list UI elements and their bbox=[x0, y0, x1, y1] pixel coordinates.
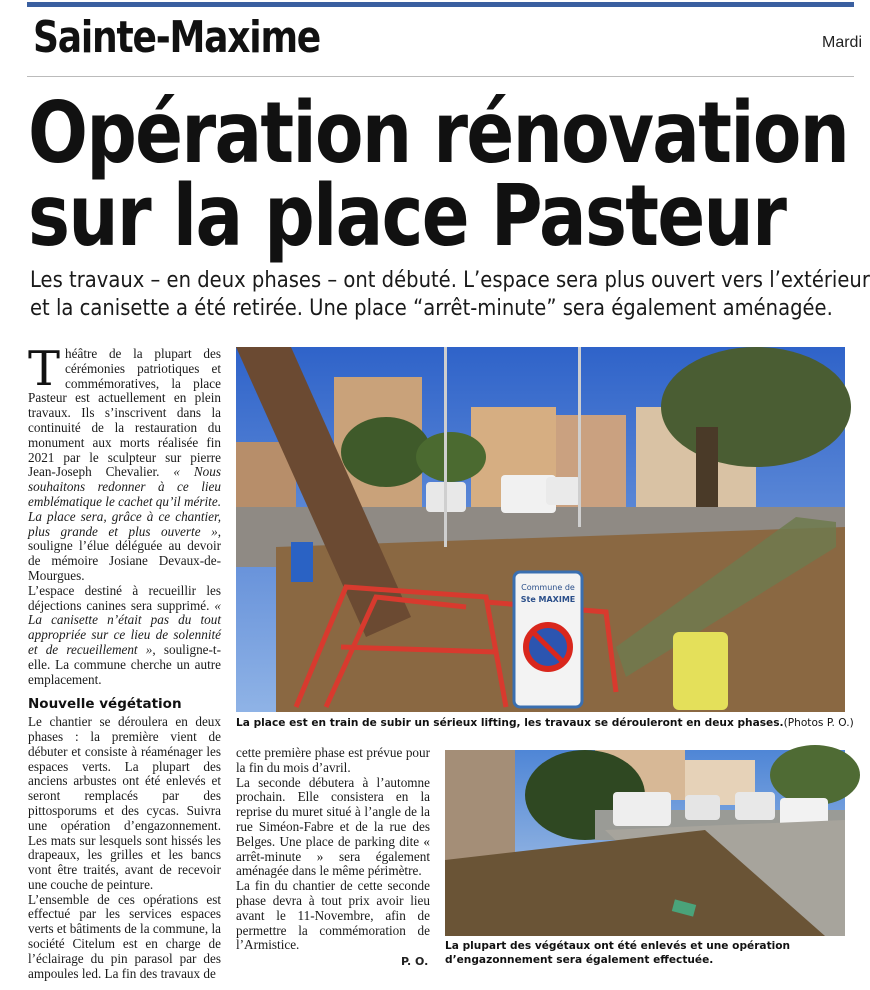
paragraph-6: La seconde débutera à l’automne prochain. Elle consistera en la reprise du muret situé à l’angle de la rue Siméon-Fabre et de la rue des Belges. Une place de parking dite « arrêt-minute » sera également aménagée dans le même périmètre. bbox=[236, 774, 430, 879]
photo-2-illustration bbox=[445, 750, 845, 936]
header-rule bbox=[27, 76, 854, 77]
paragraph-1-end: , souligne l’élue déléguée au devoir de mémoire Josiane Devaux-de-Mourgues. bbox=[28, 523, 221, 583]
paragraph-5: cette première phase est prévue pour la fin du mois d’avril. bbox=[236, 745, 430, 775]
paragraph-3: Le chantier se déroulera en deux phases : la première vient de débuter et consiste à réaménager les espaces verts. La plupart des anciens arbustes ont été enlevés et seront remplacés par des pittosporums et des cycas. Suivra une opération d’engazonnement. Les mats sur lesquels sont hissés les drapeaux, les grilles et les bancs vont être traités, avant de recevoir une couche de peinture. bbox=[28, 714, 221, 892]
quote-1: « Nous souhaitons redonner à ce lieu emblématique le cachet qu’il mérite. La place sera, grâce à ce chantier, plus grande et plus ouverte » bbox=[28, 464, 221, 539]
photo-place-pasteur bbox=[236, 347, 845, 712]
standfirst-line-2: et la canisette a été retirée. Une place “arrêt-minute” sera également aménagée. bbox=[30, 295, 833, 321]
paragraph-7: La fin du chantier de cette seconde phase devra à tout prix avoir lieu avant le 11-Novembre, afin de permettre la commémoration de l’Armistice. bbox=[236, 878, 430, 953]
paragraph-4: L’ensemble de ces opérations est effectué par les services espaces verts et bâtiments de la commune, la société Citelum est en charge de l’éclairage du pin parasol par des ampoules led. La fin des travaux de bbox=[28, 891, 221, 981]
standfirst-line-1: Les travaux – en deux phases – ont débuté. L’espace sera plus ouvert vers l’extérieur bbox=[30, 267, 870, 293]
issue-date: Mardi bbox=[822, 34, 863, 51]
author-signature: P. O. bbox=[401, 955, 429, 968]
headline-line-1: Opération rénovation bbox=[28, 84, 849, 183]
quote-2: « La canisette n’était pas du tout appropriée sur ce lieu de solennité et de recueillement » bbox=[28, 597, 221, 657]
standfirst bbox=[30, 266, 870, 322]
paragraph-2-text: L’espace destiné à recueillir les déjections canines sera supprimé. bbox=[28, 582, 221, 613]
drop-cap: T bbox=[28, 341, 61, 397]
photo-vegetation bbox=[445, 750, 845, 936]
sign-text-2: Ste MAXIME bbox=[520, 595, 576, 604]
photo-2-caption: La plupart des végétaux ont été enlevés et une opération d’engazonnement sera également effectuée. bbox=[445, 940, 791, 966]
photo-1-illustration bbox=[236, 347, 845, 712]
caption-1-text: La place est en train de subir un sérieux lifting, les travaux se dérouleront en deux phases. bbox=[236, 717, 784, 729]
photo-1-caption bbox=[236, 716, 856, 730]
photo-credit: (Photos P. O.) bbox=[783, 717, 854, 729]
article-column-1 bbox=[28, 341, 221, 981]
subheading: Nouvelle végétation bbox=[28, 696, 182, 713]
sign-text-1: Commune de bbox=[521, 583, 575, 592]
paragraph-intro bbox=[28, 341, 221, 584]
paragraph-2 bbox=[28, 584, 221, 688]
section-title: Sainte-Maxime bbox=[33, 12, 321, 63]
paragraph-2-end: , souligne-t-elle. La commune cherche un autre emplacement. bbox=[28, 641, 221, 687]
top-color-bar bbox=[27, 2, 854, 7]
article-column-2 bbox=[236, 746, 430, 953]
headline bbox=[28, 84, 849, 266]
paragraph-1-text: héâtre de la plupart des cérémonies patriotiques et commémoratives, la place Pasteur est actuellement en plein travaux. Ils s’inscrivent dans la continuité de la restauration du monument aux morts réalisée fin 2021 par le sculpteur sur pierre Jean-Joseph Chevalier. bbox=[28, 346, 221, 480]
headline-line-2: sur la place Pasteur bbox=[28, 167, 786, 266]
